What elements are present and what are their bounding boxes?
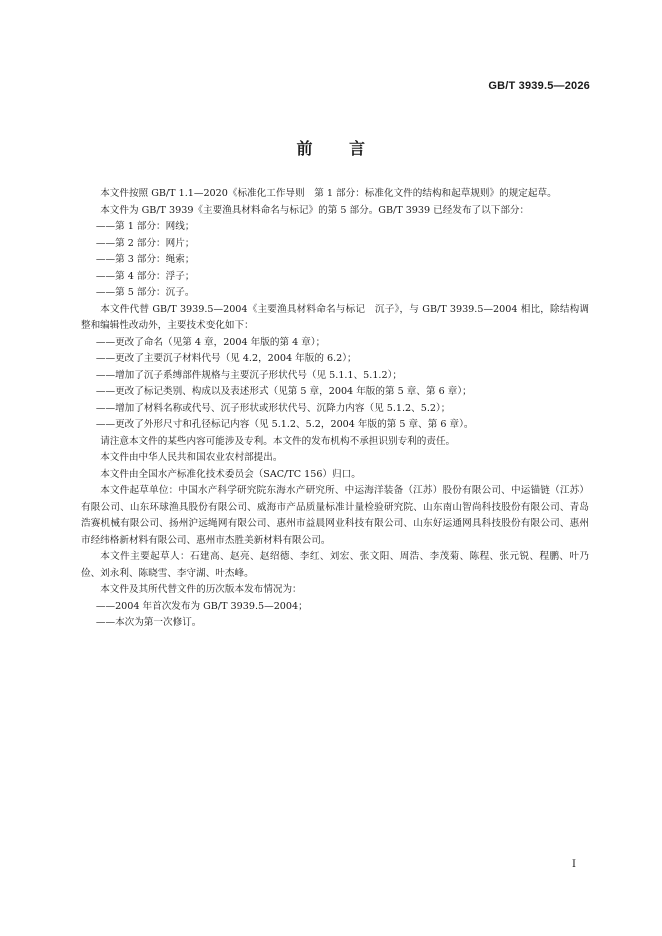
paragraph-replacement: 本文件代替 GB/T 3939.5—2004《主要渔具材料命名与标记 沉子》，与 GB/T 3939.5—2004 相比，除结构调整和编辑性改动外，主要技术变化如下： (81, 303, 589, 331)
paragraph-drafting-rules: 本文件按照 GB/T 1.1—2020《标准化工作导则 第 1 部分：标准化文件的结构和起草规则》的规定起草。 (100, 188, 557, 199)
paragraph-patent-notice: 请注意本文件的某些内容可能涉及专利。本文件的发布机构不承担识别专利的责任。 (100, 435, 456, 447)
list-item-change-1: ——更改了命名（见第 4 章，2004 年版的第 4 章）； (95, 336, 326, 348)
list-item-history-2: ——本次为第一次修订。 (95, 617, 202, 628)
page-number: I (572, 859, 576, 870)
list-item-part-3: ——第 3 部分：绳索； (95, 254, 195, 265)
paragraph-drafters: 本文件主要起草人：石建高、赵亮、赵绍德、李红、刘宏、张文阳、周浩、李茂菊、陈程、张元锐、程鹏、叶乃俭、刘永利、陈晓雪、李守湖、叶杰峰。 (81, 551, 589, 579)
list-item-history-1: ——2004 年首次发布为 GB/T 3939.5—2004； (95, 600, 308, 612)
list-item-part-2: ——第 2 部分：网片； (95, 237, 195, 249)
list-item-change-5: ——增加了材料名称或代号、沉子形状或形状代号、沉降力内容（见 5.1.2、5.2）； (95, 402, 451, 414)
list-item-part-4: ——第 4 部分：浮子； (95, 270, 195, 282)
page-title (0, 136, 662, 159)
list-item-change-3: ——增加了沉子系缚部件规格与主要沉子形状代号（见 5.1.1、5.1.2）； (95, 369, 402, 381)
foreword-body (81, 186, 589, 632)
list-item-part-1: ——第 1 部分：网线； (95, 221, 195, 232)
paragraph-drafting-units: 本文件起草单位：中国水产科学研究院东海水产研究所、中运海洋装备（江苏）股份有限公司、中运锚链（江苏）有限公司、山东环球渔具股份有限公司、威海市产品质量标准计量检验研究院、山东南山智尚科技股份有限公司、青岛浩赛机械有限公司、扬州沪远绳网有限公司、惠州市益晨网业科技有限公司、山东好运通网具科技股份有限公司、惠州市经纬格新材料有限公司、惠州市杰胜美新材料有限公司。 (81, 485, 589, 546)
list-item-change-4: ——更改了标记类别、构成以及表述形式（见第 5 章，2004 年版的第 5 章、第 6 章）； (95, 386, 472, 397)
paragraph-series-intro: 本文件为 GB/T 3939《主要渔具材料命名与标记》的第 5 部分。GB/T 3939 已经发布了以下部分： (100, 204, 530, 216)
list-item-change-6: ——更改了外形尺寸和孔径标记内容（见 5.1.2、5.2，2004 年版的第 5 章、第 6 章）。 (95, 419, 474, 430)
paragraph-committee: 本文件由全国水产标准化技术委员会（SAC/TC 156）归口。 (100, 468, 361, 480)
paragraph-history-intro: 本文件及其所代替文件的历次版本发布情况为： (100, 584, 302, 595)
list-item-part-5: ——第 5 部分：沉子。 (95, 287, 195, 298)
list-item-change-2: ——更改了主要沉子材料代号（见 4.2，2004 年版的 6.2）； (95, 353, 357, 364)
paragraph-proposer: 本文件由中华人民共和国农业农村部提出。 (100, 452, 283, 463)
page-title-char-1: 前 (296, 139, 313, 158)
page-title-char-2: 言 (349, 139, 366, 158)
document-code: GB/T 3939.5—2026 (488, 80, 590, 92)
